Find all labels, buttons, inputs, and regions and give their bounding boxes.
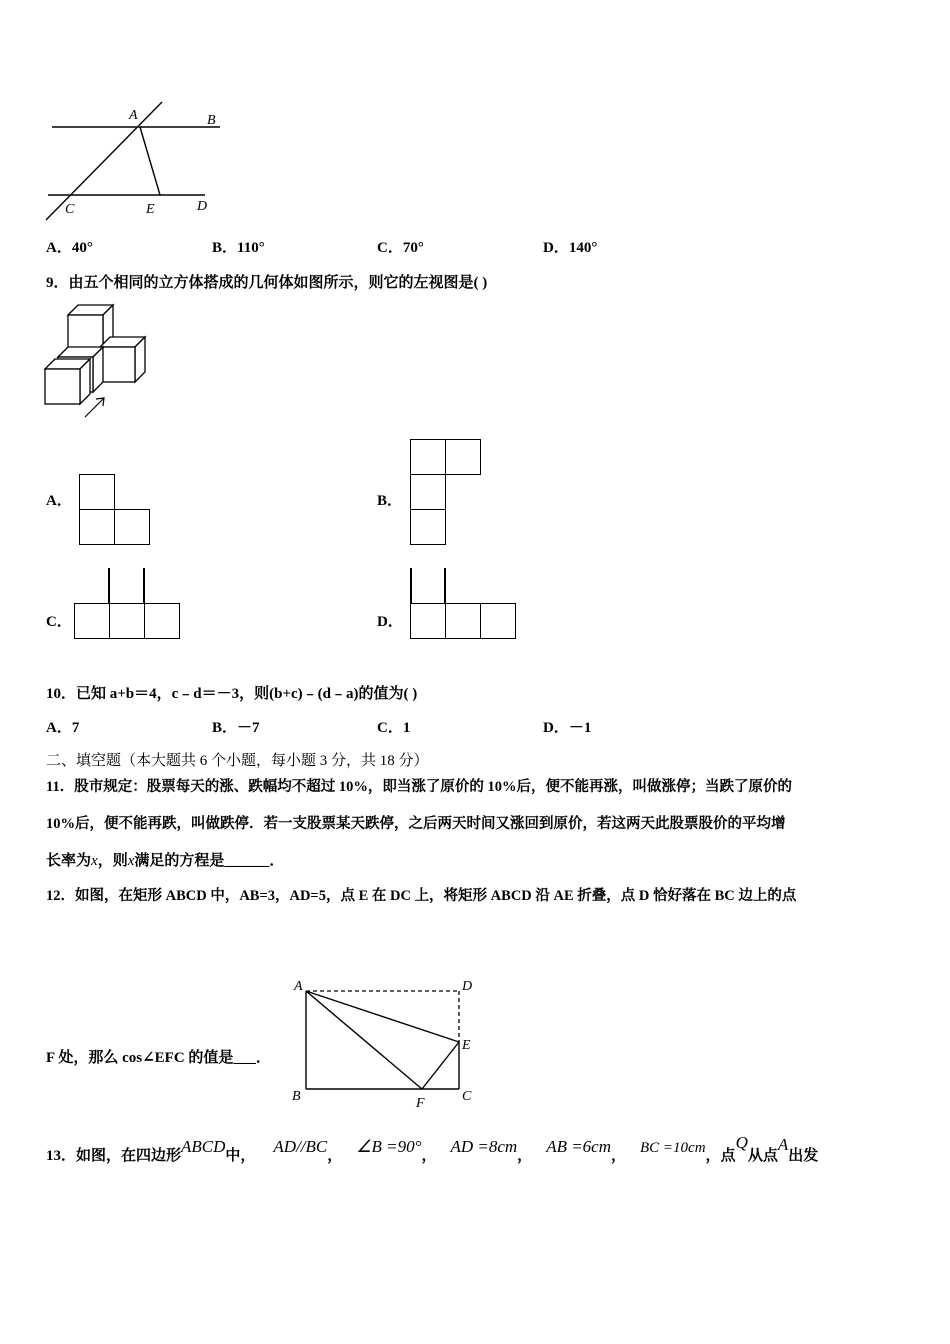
q9-option-a-label: A． (46, 493, 72, 509)
q9-option-d-label: D． (377, 614, 403, 630)
q8-option-a: A．40° (46, 240, 93, 256)
section-heading: 二、填空题（本大题共 6 个小题，每小题 3 分，共 18 分） (46, 753, 429, 769)
q10-option-b: B．－7 (212, 720, 260, 736)
label-b: B (292, 1089, 301, 1104)
label-e: E (146, 202, 155, 217)
label-f: F (416, 1096, 425, 1111)
label-c: C (462, 1089, 472, 1104)
label-b: B (207, 113, 216, 128)
label-a: A (294, 979, 303, 994)
q13-line1: 13．如图，在四边形ABCD中， AD//BC， ∠B =90°， AD =8cm， AB =6cm， BC =10cm，点Q从点A出发 (46, 1133, 819, 1164)
q12-line2: F 处，那么 cos∠EFC 的值是___． (46, 1050, 271, 1066)
label-a: A (129, 108, 138, 123)
label-c: C (65, 202, 75, 217)
q8-option-c: C．70° (377, 240, 424, 256)
q8-option-b: B．110° (212, 240, 265, 256)
q9-cubes-figure (40, 300, 155, 422)
fold-ae (306, 991, 459, 1042)
label-d: D (197, 199, 208, 214)
q10-question: 10．已知 a+b＝4，c﹣d＝－3，则(b+c)﹣(d﹣a)的值为( ) (46, 686, 418, 702)
segment-fe (422, 1042, 459, 1089)
q10-option-c: C．1 (377, 720, 411, 736)
view-direction-arrow (85, 398, 104, 417)
transversal-ac (46, 102, 162, 220)
q10-option-a: A．7 (46, 720, 80, 736)
q11-line2: 10%后，便不能再跌，叫做跌停．若一支股票某天跌停，之后两天时间又涨回到原价，若这两天此股票股价的平均增 (46, 816, 786, 832)
q10-option-d: D．－1 (543, 720, 592, 736)
segment-ae (140, 127, 160, 195)
q12-line1: 12．如图，在矩形 ABCD 中，AB=3，AD=5，点 E 在 DC 上，将矩形 ABCD 沿 AE 折叠，点 D 恰好落在 BC 边上的点 (46, 888, 797, 904)
q11-line3: 长率为x，则x满足的方程是______． (46, 853, 285, 869)
q9-option-c-label: C． (46, 614, 72, 630)
q12-figure (285, 972, 485, 1112)
label-d: D (462, 979, 473, 994)
q9-option-b-label: B． (377, 493, 403, 509)
q9-question: 9．由五个相同的立方体搭成的几何体如图所示，则它的左视图是( ) (46, 275, 488, 291)
q8-option-d: D．140° (543, 240, 598, 256)
label-e: E (462, 1038, 471, 1053)
segment-af (306, 991, 422, 1089)
q8-figure (40, 100, 230, 225)
q11-line1: 11．股市规定：股票每天的涨、跌幅均不超过 10%，即当涨了原价的 10%后，便不能再涨，叫做涨停；当跌了原价的 (46, 779, 792, 795)
